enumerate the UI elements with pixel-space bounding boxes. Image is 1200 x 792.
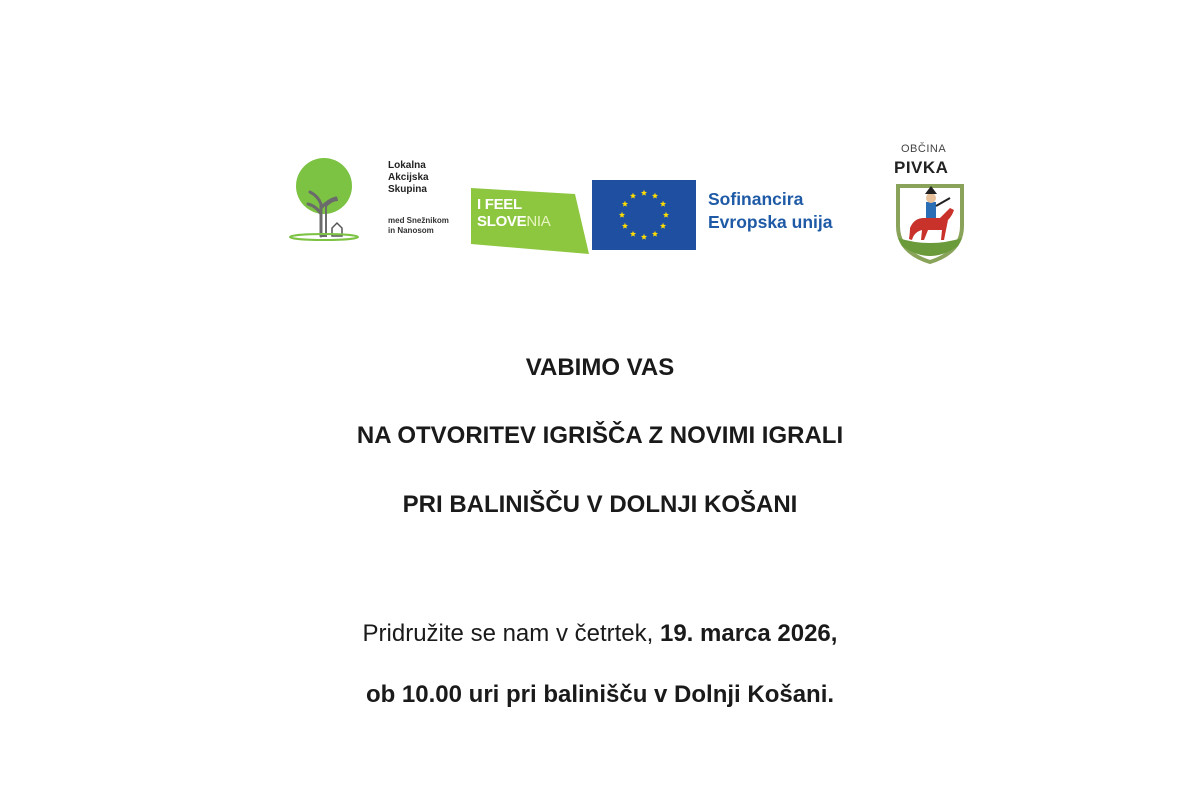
invitation-heading-line3: PRI BALINIŠČU V DOLNJI KOŠANI [402,491,798,518]
ifeel-line2-end: NIA [526,213,551,230]
lag-line: Skupina [388,184,427,195]
event-date: 19. marca 2026, [659,620,838,647]
lag-line: Akcijska [388,172,429,183]
eu-line: Evropska unija [708,212,833,232]
invitation-time-location-line: ob 10.00 uri pri balinišču v Dolnji Košani. [365,681,835,708]
eu-line: Sofinancira [708,189,804,209]
lag-tree-logo [288,156,360,242]
ifeel-line2 [477,213,550,230]
date-intro-text: Pridružite se nam v četrtek, [362,620,660,647]
ifeel-line1: I FEEL [477,196,522,213]
lag-subtitle [388,216,449,236]
lag-title [388,160,429,196]
invitation-heading-line2: NA OTVORITEV IGRIŠČA Z NOVIMI IGRALI [356,422,844,449]
eu-funding-text [708,188,833,234]
obcina-label: OBČINA [901,143,947,155]
invitation-heading-line1: VABIMO VAS [525,354,675,381]
i-feel-slovenia-text [477,196,550,230]
invitation-date-line [0,620,1200,648]
lag-sub-line: in Nanosom [388,226,434,235]
lag-sub-line: med Snežnikom [388,216,449,225]
logo-strip [288,140,968,268]
lag-line: Lokalna [388,160,426,171]
ifeel-line2-start: SLOVE [477,213,527,230]
pivka-label: PIVKA [894,158,949,177]
eu-flag-icon [592,180,696,250]
horse-rider-crest-icon [894,182,966,264]
